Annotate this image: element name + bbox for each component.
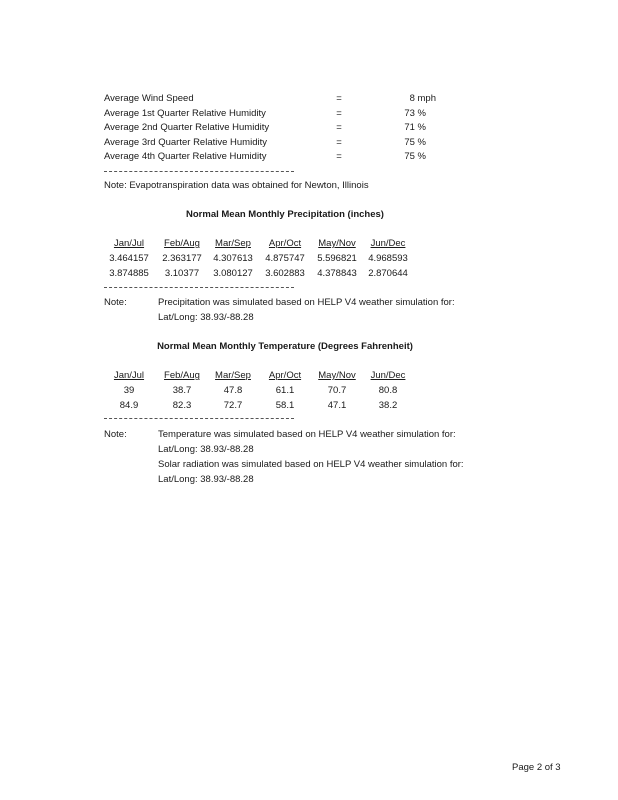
- temp-header: Mar/Sep: [215, 370, 251, 381]
- temp-cell: 38.2: [378, 400, 398, 411]
- temp-cell: 38.7: [172, 385, 192, 396]
- temp-cell: 82.3: [172, 400, 192, 411]
- stat-sep-q3: =: [336, 137, 342, 148]
- stat-label-wind: Average Wind Speed: [104, 93, 194, 104]
- precip-note-line: Precipitation was simulated based on HELP V4 weather simulation for:: [158, 297, 455, 308]
- precip-header: Jan/Jul: [113, 238, 145, 249]
- temp-cell: 47.1: [327, 400, 347, 411]
- precip-cell: 4.307613: [213, 253, 253, 264]
- precip-header: May/Nov: [318, 238, 356, 249]
- temp-header: May/Nov: [318, 370, 356, 381]
- stat-value-q4: 75 %: [404, 151, 426, 162]
- precip-cell: 3.602883: [265, 268, 305, 279]
- temp-header: Feb/Aug: [164, 370, 200, 381]
- stat-label-q2: Average 2nd Quarter Relative Humidity: [104, 122, 270, 133]
- temp-note-line: Lat/Long: 38.93/-88.28: [158, 474, 254, 485]
- temp-note-line: Solar radiation was simulated based on HELP V4 weather simulation for:: [158, 459, 464, 470]
- temp-cell: 70.7: [327, 385, 347, 396]
- precip-cell: 4.968593: [368, 253, 408, 264]
- evapotranspiration-note: Note: Evapotranspiration data was obtained for Newton, Illinois: [104, 180, 369, 191]
- stat-sep-q2: =: [336, 122, 342, 133]
- precip-note-label: Note:: [104, 297, 127, 308]
- dashed-divider: [104, 418, 294, 419]
- precip-cell: 3.10377: [164, 268, 200, 279]
- stat-sep-wind: =: [336, 93, 342, 104]
- precip-cell: 2.363177: [162, 253, 202, 264]
- precip-header: Jun/Dec: [370, 238, 406, 249]
- precip-cell: 3.080127: [213, 268, 253, 279]
- precip-cell: 4.378843: [317, 268, 357, 279]
- precip-cell: 2.870644: [368, 268, 408, 279]
- temp-cell: 61.1: [275, 385, 295, 396]
- temp-title: Normal Mean Monthly Temperature (Degrees Fahrenheit): [157, 341, 413, 352]
- stat-sep-q4: =: [336, 151, 342, 162]
- precip-header: Apr/Oct: [268, 238, 302, 249]
- stat-label-q4: Average 4th Quarter Relative Humidity: [104, 151, 267, 162]
- temp-header: Jan/Jul: [113, 370, 145, 381]
- temp-note-label: Note:: [104, 429, 127, 440]
- temp-cell: 80.8: [378, 385, 398, 396]
- dashed-divider: [104, 171, 294, 172]
- precip-cell: 3.464157: [109, 253, 149, 264]
- precip-cell: 4.875747: [265, 253, 305, 264]
- dashed-divider: [104, 287, 294, 288]
- temp-cell: 47.8: [223, 385, 243, 396]
- precip-header: Feb/Aug: [164, 238, 200, 249]
- precip-note-line: Lat/Long: 38.93/-88.28: [158, 312, 254, 323]
- temp-cell: 39: [123, 385, 135, 396]
- stat-value-q2: 71 %: [404, 122, 426, 133]
- stat-value-wind: 8 mph: [409, 93, 436, 104]
- temp-header: Apr/Oct: [268, 370, 302, 381]
- precip-title: Normal Mean Monthly Precipitation (inches): [186, 209, 384, 220]
- precip-cell: 5.596821: [317, 253, 357, 264]
- temp-header: Jun/Dec: [370, 370, 406, 381]
- stat-value-q3: 75 %: [404, 137, 426, 148]
- temp-cell: 84.9: [119, 400, 139, 411]
- temp-cell: 72.7: [223, 400, 243, 411]
- page-number: Page 2 of 3: [512, 762, 561, 773]
- precip-header: Mar/Sep: [215, 238, 251, 249]
- temp-note-line: Lat/Long: 38.93/-88.28: [158, 444, 254, 455]
- temp-cell: 58.1: [275, 400, 295, 411]
- precip-cell: 3.874885: [109, 268, 149, 279]
- stat-label-q3: Average 3rd Quarter Relative Humidity: [104, 137, 267, 148]
- temp-note-line: Temperature was simulated based on HELP V4 weather simulation for:: [158, 429, 456, 440]
- stat-value-q1: 73 %: [404, 108, 426, 119]
- stat-sep-q1: =: [336, 108, 342, 119]
- stat-label-q1: Average 1st Quarter Relative Humidity: [104, 108, 266, 119]
